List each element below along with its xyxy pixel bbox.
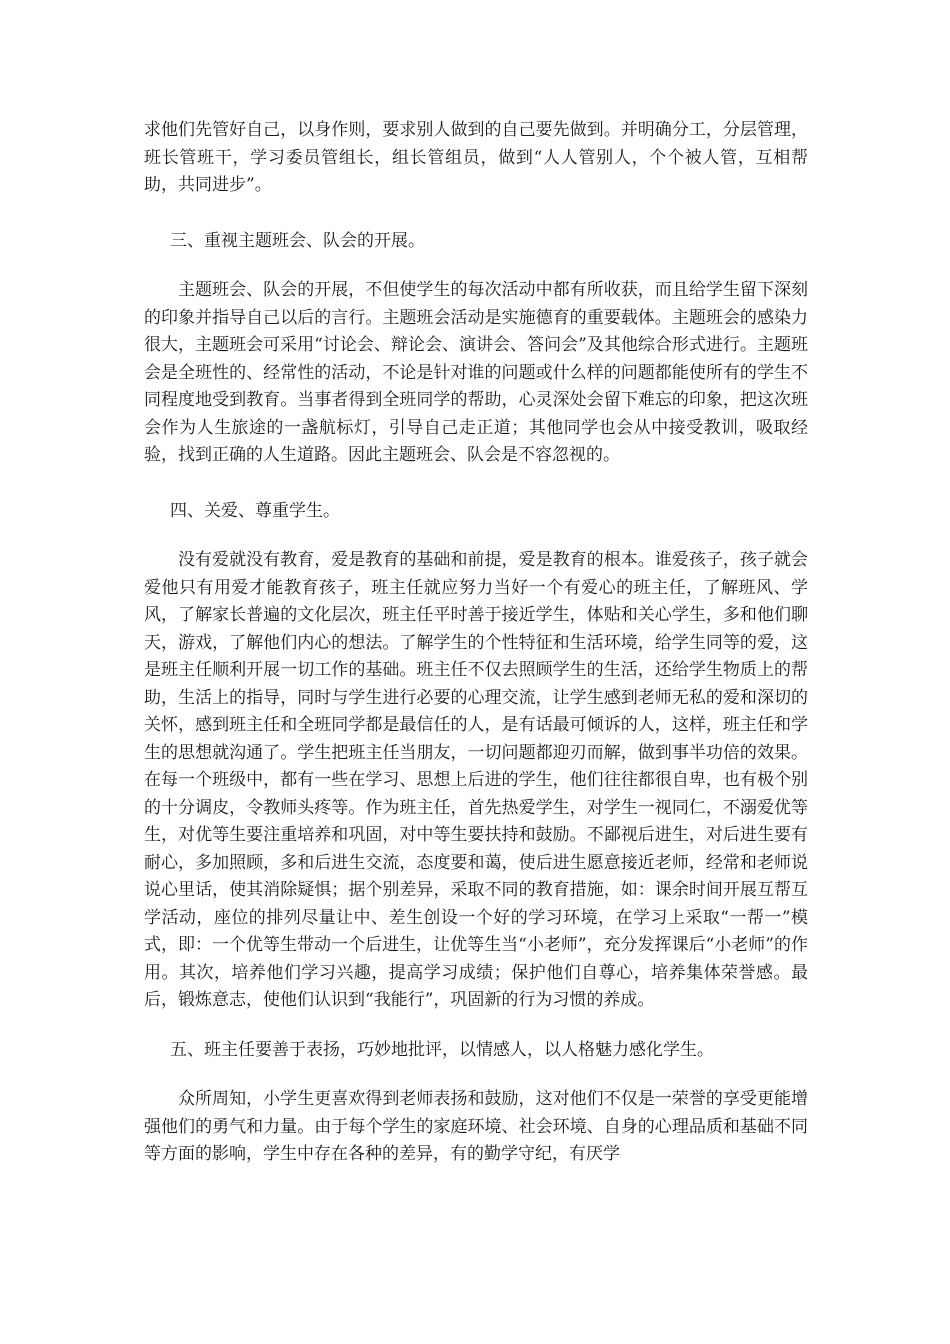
- section-heading-5: 五、班主任要善于表扬，巧妙地批评，以情感人，以人格魅力感化学生。: [170, 1039, 714, 1060]
- paragraph-theme-meeting: 主题班会、队会的开展，不但使学生的每次活动中都有所收获，而且给学生留下深刻的印象并指导自己以后的言行。主题班会活动是实施德育的重要载体。主题班会的感染力很大，主题班会可采用“讨论会、辩论会、演讲会、答问会”及其他综合形式进行。主题班会是全班性的、经常性的活动，不论是针对谁的问题或什么样的问题都能使所有的学生不同程度地受到教育。当事者得到全班同学的帮助，心灵深处会留下难忘的印象，把这次班会作为人生旅途的一盏航标灯，引导自己走正道；其他同学也会从中接受教训，吸取经验，找到正确的人生道路。因此主题班会、队会是不容忽视的。: [144, 280, 808, 465]
- spacer: [144, 1064, 808, 1086]
- section-heading-4: 四、关爱、尊重学生。: [170, 500, 340, 521]
- section-heading-3: 三、重视主题班会、队会的开展。: [170, 230, 425, 251]
- spacer: [144, 255, 808, 277]
- paragraph-intro: 求他们先管好自己，以身作则，要求别人做到的自己要先做到。并明确分工，分层管理，班长管班干，学习委员管组长，组长管组员，做到“人人管别人，个个被人管，互相帮助，共同进步”。: [144, 120, 808, 195]
- spacer: [144, 470, 808, 498]
- spacer: [144, 1015, 808, 1037]
- paragraph-care-students: 没有爱就没有教育，爱是教育的基础和前提，爱是教育的根本。谁爱孩子，孩子就会爱他只有用爱才能教育孩子，班主任就应努力当好一个有爱心的班主任，了解班风、学风，了解家长普遍的文化层次，班主任平时善于接近学生，体贴和关心学生，多和他们聊天，游戏，了解他们内心的想法。了解学生的个性特征和生活环境，给学生同等的爱，这是班主任顺利开展一切工作的基础。班主任不仅去照顾学生的生活，还给学生物质上的帮助，生活上的指导，同时与学生进行必要的心理交流，让学生感到老师无私的爱和深切的关怀，感到班主任和全班同学都是最信任的人，是有话最可倾诉的人，这样，班主任和学生的思想就沟通了。学生把班主任当朋友，一切问题都迎刃而解，做到事半功倍的效果。在每一个班级中，都有一些在学习、思想上后进的学生，他们往往都很自卑，也有极个别的十分调皮，令教师头疼等。作为班主任，首先热爱学生，对学生一视同仁，不溺爱优等生，对优等生要注重培养和巩固，对中等生要扶持和鼓励。不鄙视后进生，对后进生要有耐心，多加照顾，多和后进生交流，态度要和蔼，使后进生愿意接近老师，经常和老师说说心里话，使其消除疑惧；据个别差异，采取不同的教育措施，如：课余时间开展互帮互学活动，座位的排列尽量让中、差生创设一个好的学习环境，在学习上采取“一帮一”模式，即：一个优等生带动一个后进生，让优等生当“小老师”，充分发挥课后“小老师”的作用。其次，培养他们学习兴趣，提高学习成绩；保护他们自尊心，培养集体荣誉感。最后，锻炼意志，使他们认识到“我能行”，巩固新的行为习惯的养成。: [144, 550, 808, 1010]
- paragraph-praise: 众所周知，小学生更喜欢得到老师表扬和鼓励，这对他们不仅是一荣誉的享受更能增强他们的勇气和力量。由于每个学生的家庭环境、社会环境、自身的心理品质和基础不同等方面的影响，学生中存在各种的差异，有的勤学守纪，有厌学: [144, 1089, 808, 1164]
- spacer: [144, 525, 808, 547]
- document-page: [144, 117, 808, 1169]
- spacer: [144, 200, 808, 228]
